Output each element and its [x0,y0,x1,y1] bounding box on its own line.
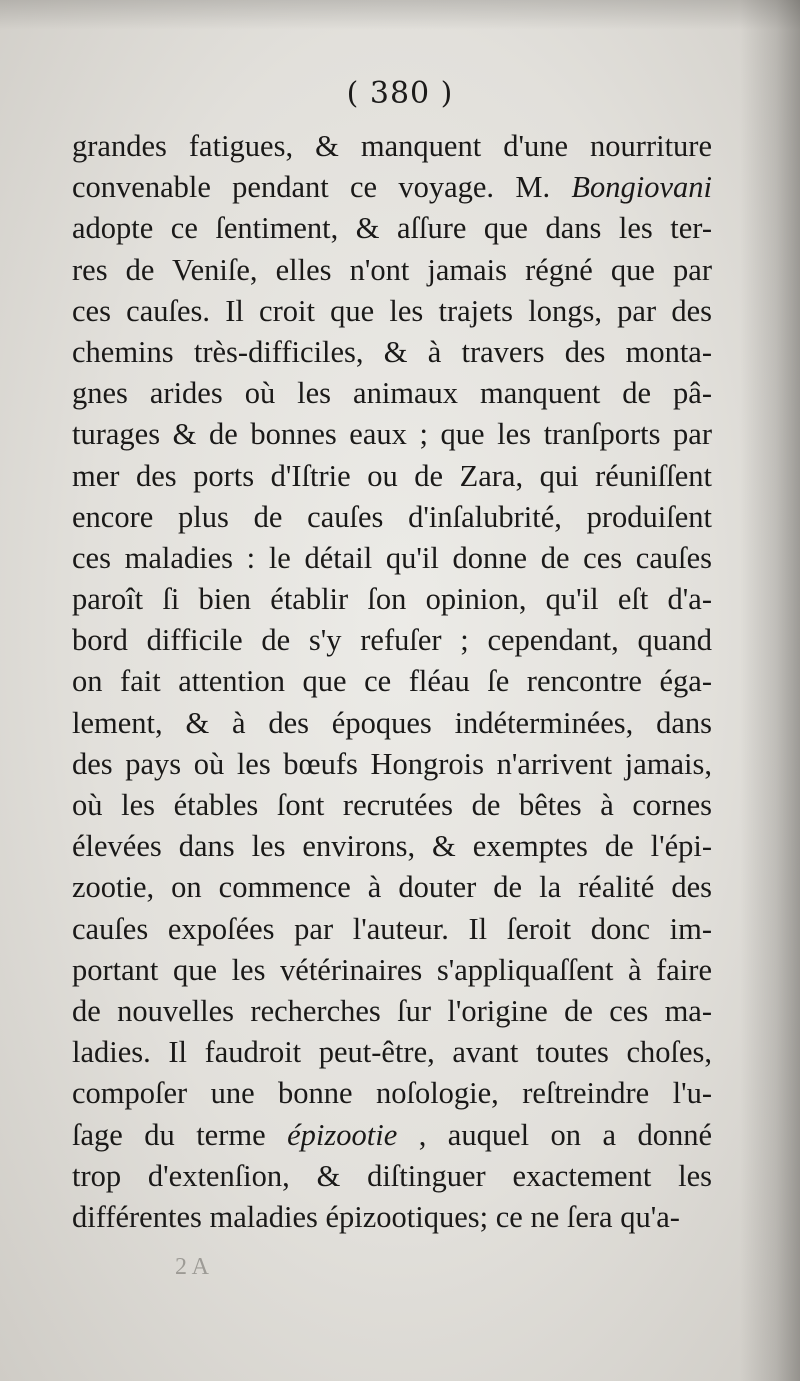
text-line: chemins très-difficiles, & à travers des monta- [72,334,712,369]
text-line: gnes arides où les animaux manquent de pâ- [72,376,712,411]
text-line: portant que les vétérinaires s'appliquaſſent à faire [72,952,712,987]
text-line: encore plus de cauſes d'inſalubrité, produiſent [72,499,712,534]
text-line: ces cauſes. Il croit que les trajets longs, par des [72,293,712,328]
text-line: on fait attention que ce fléau ſe rencontre éga- [72,664,712,699]
text-line: adopte ce ſentiment, & aſſure que dans les ter- [72,211,712,246]
text-line: grandes fatigues, & manquent d'une nourriture [72,129,712,163]
text-line: ladies. Il faudroit peut-être, avant toutes choſes, [72,1035,712,1070]
page-top-shadow [0,0,800,30]
page-number: ( 380 ) [346,76,454,111]
text-line-part: , auquel on a donné [418,1117,713,1152]
text-line: compoſer une bonne noſologie, reſtreindre l'u- [72,1076,712,1111]
text-line [72,1115,712,1156]
text-line: turages & de bonnes eaux ; que les tranſports par [72,417,712,452]
body-text [72,126,712,1238]
page-gutter-shadow [740,0,800,1381]
text-line: élevées dans les environs, & exemptes de l'épi- [72,829,712,864]
text-line: différentes maladies épizootiques; ce ne ſera qu'a- [72,1199,680,1234]
text-line: des pays où les bœufs Hongrois n'arrivent jamais, [72,746,712,781]
text-line: paroît ſi bien établir ſon opinion, qu'il eſt d'a- [72,582,712,617]
text-line: zootie, on commence à douter de la réalité des [72,870,712,905]
text-line-part: ſage du terme [72,1117,266,1152]
text-line: cauſes expoſées par l'auteur. Il ſeroit donc im- [72,911,712,946]
text-line: bord difficile de s'y refuſer ; cependant, quand [72,623,712,658]
italic-term: épizootie [287,1117,398,1152]
author-name: Bongiovani [571,170,712,205]
text-line: où les étables ſont recrutées de bêtes à cornes [72,788,712,822]
text-line: mer des ports d'Iſtrie ou de Zara, qui réuniſſent [72,458,712,493]
text-line: trop d'extenſion, & diſtinguer exactement les [72,1158,712,1193]
text-line: lement, & à des époques indéterminées, dans [72,705,712,740]
text-line [72,167,712,208]
text-line-part: convenable pendant ce voyage. M. [72,170,551,205]
signature-mark: 2 A [175,1254,210,1280]
text-line: res de Veniſe, elles n'ont jamais régné que par [72,252,712,287]
text-line: ces maladies : le détail qu'il donne de ces cauſes [72,540,712,575]
text-line: de nouvelles recherches ſur l'origine de ces ma- [72,993,712,1028]
